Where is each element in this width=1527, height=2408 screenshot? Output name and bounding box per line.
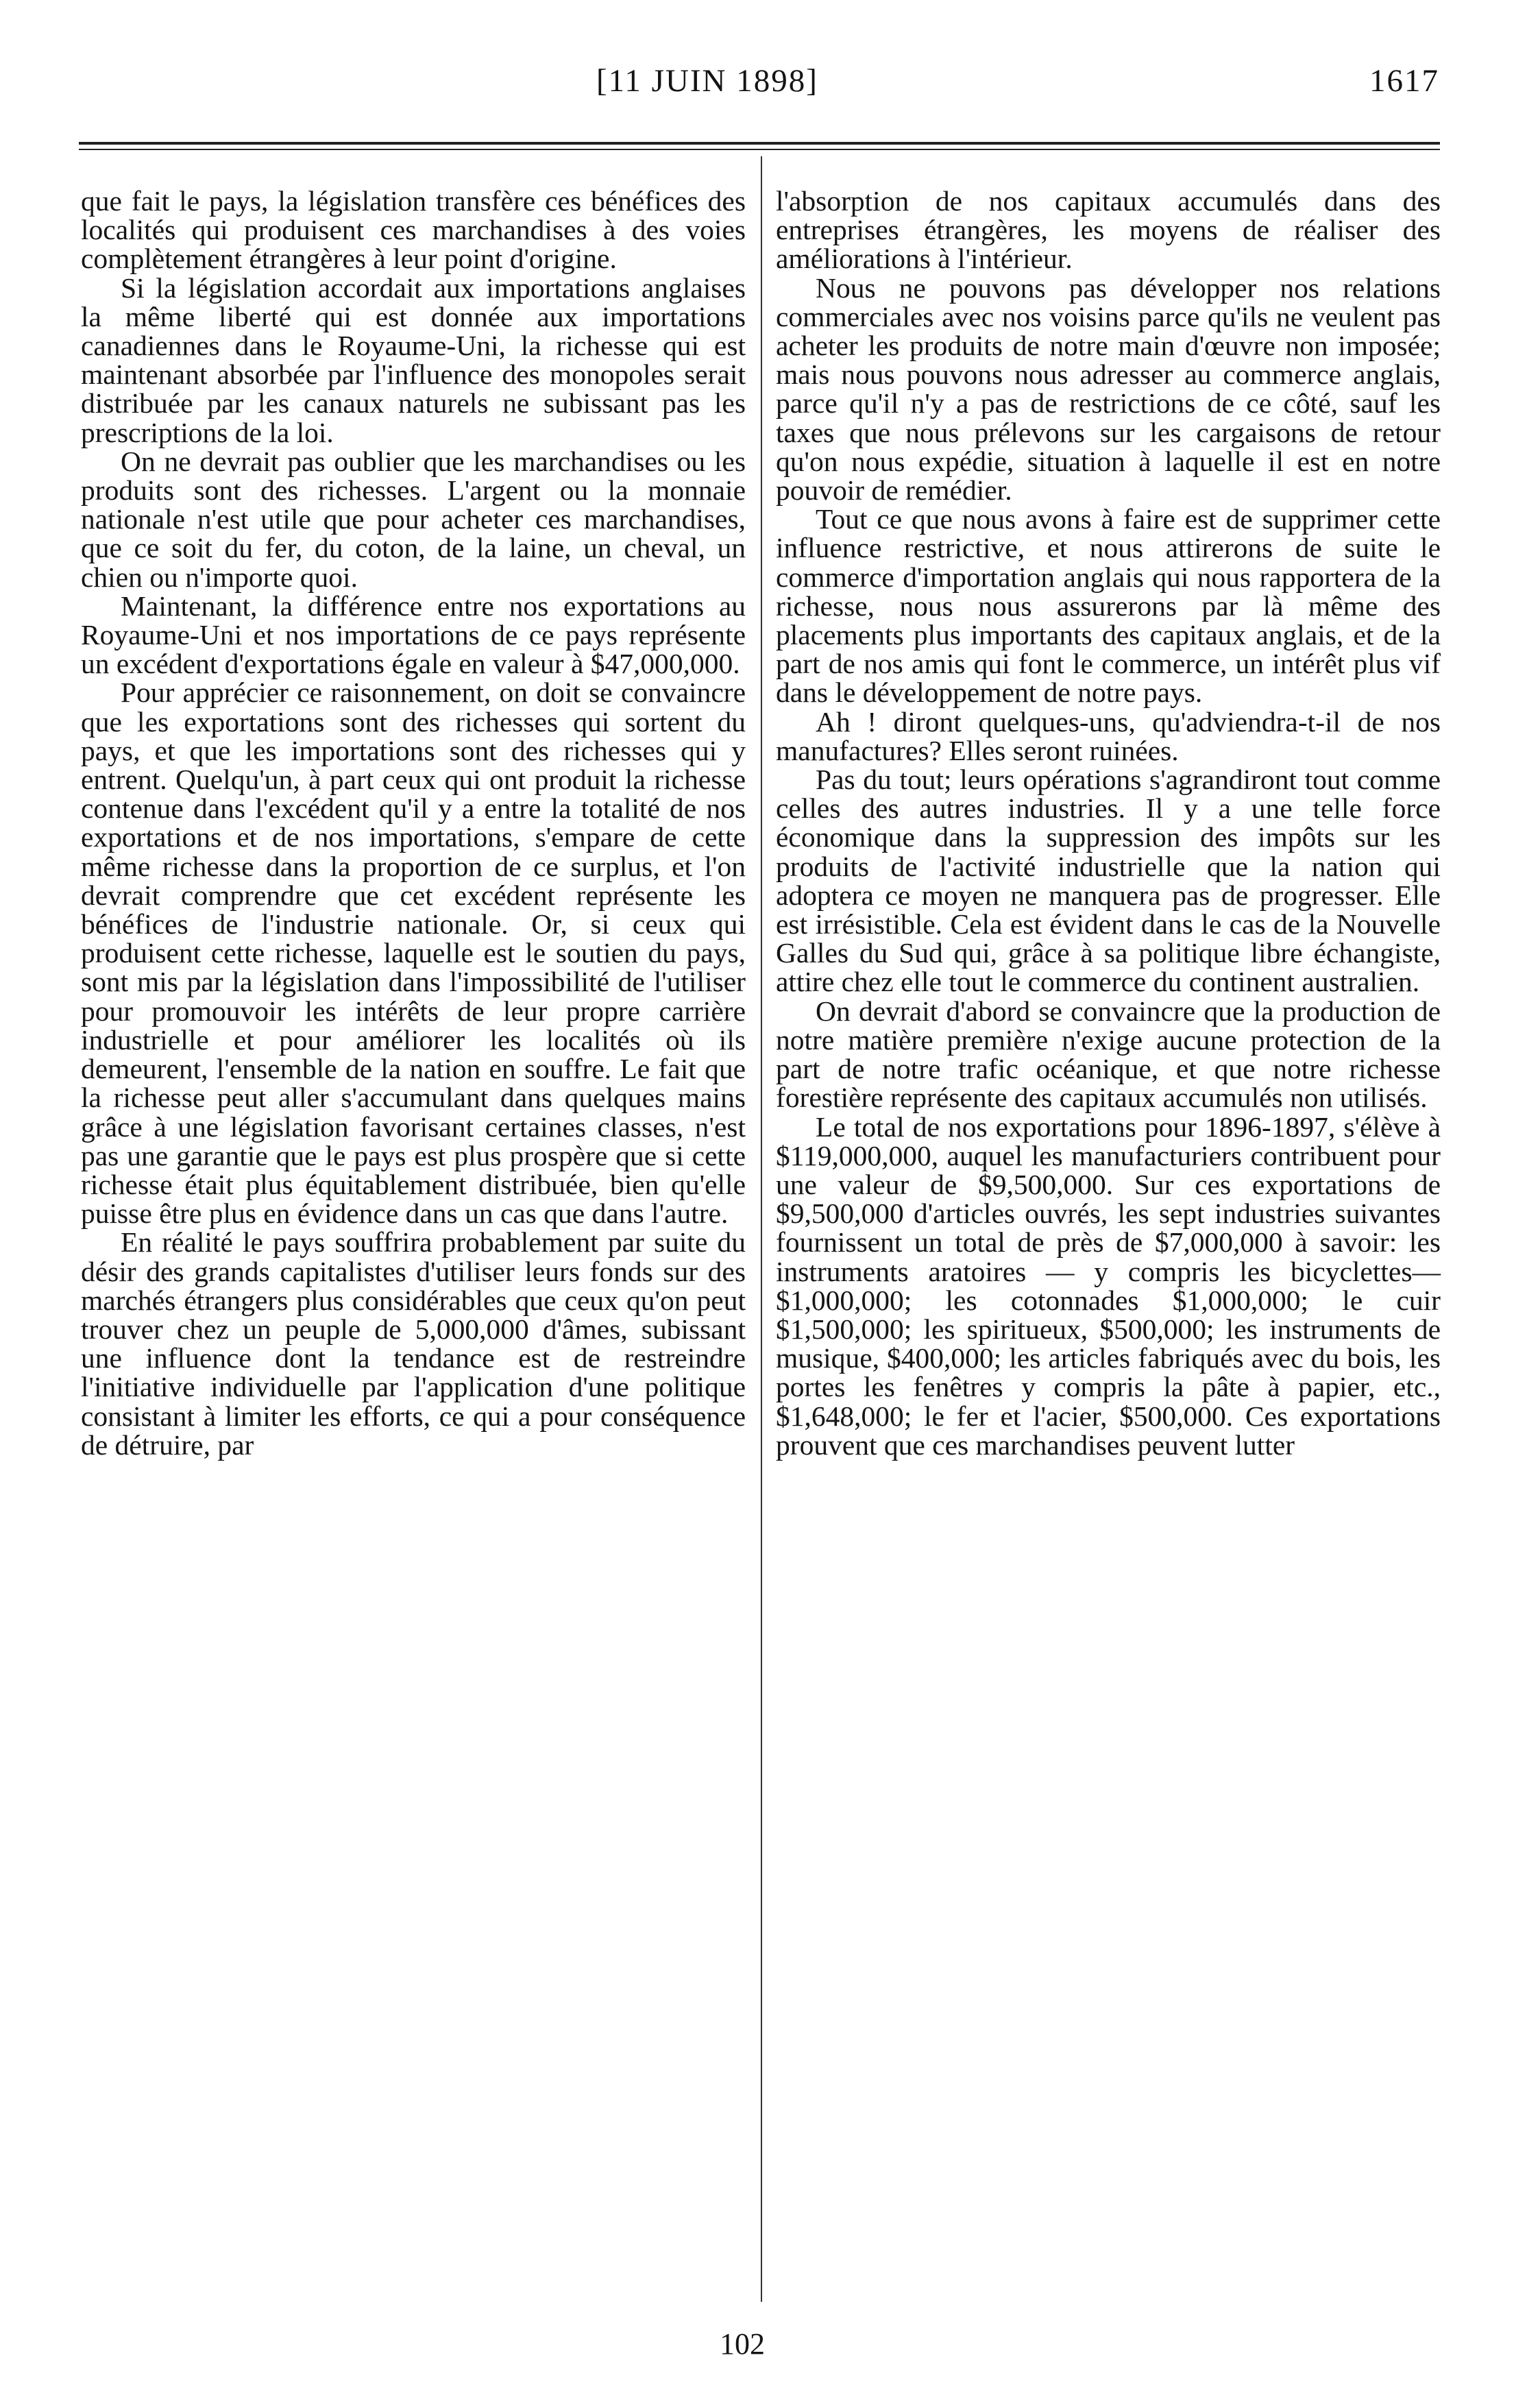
paragraph: On devrait d'abord se convaincre que la production de notre matière première n'exige aucune protection de la part de notre trafic océanique, et que notre richesse forestière représente des capitaux accumulés non utilisés. [776, 995, 1441, 1114]
paragraph: Pas du tout; leurs opérations s'agrandiront tout comme celles des autres industries. Il y a une telle force économique dans la suppression des impôts sur les produits de l'activité industrielle que la nation qui adoptera ce moyen ne manquera pas de progresser. Elle est irrésistible. Cela est évident dans le cas de la Nouvelle Galles du Sud qui, grâce à sa politique libre échangiste, attire chez elle tout le commerce du continent australien. [776, 764, 1441, 998]
header-date: [11 JUIN 1898] [596, 63, 818, 99]
right-column [776, 186, 1441, 1459]
left-column [81, 186, 746, 1459]
folio-number: 102 [720, 2327, 765, 2361]
paragraph: Pour apprécier ce raisonnement, on doit se convaincre que les exportations sont des richesses qui sortent du pays, et que les importations sont des richesses qui y entrent. Quelqu'un, à part ceux qui ont produit la richesse contenue dans l'excédent qu'il y a entre la totalité de nos exportations et de nos importations, s'empare de cette même richesse dans la proportion de ce surplus, et l'on devrait comprendre que cet excédent représente les bénéfices de l'industrie nationale. Or, si ceux qui produisent cette richesse, laquelle est le soutien du pays, sont mis par la législation dans l'impossibilité de l'utiliser pour promouvoir les intérêts de leur propre carrière industrielle et pour améliorer les localités où ils demeurent, l'ensemble de la nation en souffre. Le fait que la richesse peut aller s'accumulant dans quelques mains grâce à une législation favorisant certaines classes, n'est pas une garantie que le pays est plus prospère que si cette richesse était plus équitablement distribuée, bien qu'elle puisse être plus en évidence dans un cas que dans l'autre. [81, 677, 746, 1230]
page-header [0, 53, 1527, 108]
paragraph: que fait le pays, la législation transfère ces bénéfices des localités qui produisent ces marchandises à des voies complètement étrangères à leur point d'origine. [81, 185, 746, 275]
paragraph: Nous ne pouvons pas développer nos relations commerciales avec nos voisins parce qu'ils ne veulent pas acheter les produits de notre main d'œuvre non imposée; mais nous pouvons nous adresser au commerce anglais, parce qu'il n'y a pas de restrictions de ce côté, sauf les taxes que nous prélevons sur les cargaisons de retour qu'on nous expédie, situation à laquelle il est en notre pouvoir de remédier. [776, 271, 1441, 507]
paragraph: Si la législation accordait aux importations anglaises la même liberté qui est donnée aux importations canadiennes dans le Royaume-Uni, la richesse qui est maintenant absorbée par l'influence des monopoles serait distribuée par les canaux naturels ne subissant pas les prescriptions de la loi. [81, 271, 746, 448]
paragraph: Ah ! diront quelques-uns, qu'adviendra-t-il de nos manufactures? Elles seront ruinées. [776, 705, 1441, 766]
page-number: 1617 [1369, 63, 1439, 99]
header-rule-thick [79, 142, 1440, 145]
paragraph: Le total de nos exportations pour 1896-1897, s'élève à $119,000,000, auquel les manufacturiers contribuent pour une valeur de $9,500,000. Sur ces exportations de $9,500,000 d'articles ouvrés, les sept industries suivantes fournissent un total de près de $7,000,000 à savoir: les instruments aratoires — y compris les bicyclettes—$1,000,000; les cotonnades $1,000,000; le cuir $1,500,000; les spiritueux, $500,000; les instruments de musique, $400,000; les articles fabriqués avec du bois, les portes les fenêtres y compris la pâte à papier, etc., $1,648,000; le fer et l'acier, $500,000. Ces exportations prouvent que ces marchandises peuvent lutter [776, 1110, 1441, 1461]
paragraph: Tout ce que nous avons à faire est de supprimer cette influence restrictive, et nous attirerons de suite le commerce d'importation anglais qui nous rapportera de la richesse, nous nous assurerons par là même des placements plus importants des capitaux anglais, et de la part de nos amis qui font le commerce, un intérêt plus vif dans le développement de notre pays. [776, 503, 1441, 709]
paragraph: l'absorption de nos capitaux accumulés dans des entreprises étrangères, les moyens de réaliser des améliorations à l'intérieur. [776, 185, 1441, 275]
header-rule-thin [79, 149, 1440, 150]
paragraph: On ne devrait pas oublier que les marchandises ou les produits sont des richesses. L'argent ou la monnaie nationale n'est utile que pour acheter ces marchandises, que ce soit du fer, du coton, de la laine, un cheval, un chien ou n'importe quoi. [81, 445, 746, 593]
paragraph: Maintenant, la différence entre nos exportations au Royaume-Uni et nos importations de ce pays représente un excédent d'exportations égale en valeur à $47,000,000. [81, 589, 746, 680]
paragraph: En réalité le pays souffrira probablement par suite du désir des grands capitalistes d'utiliser leurs fonds sur des marchés étrangers plus considérables que ceux qu'on peut trouver chez un peuple de 5,000,000 d'âmes, subissant une influence dont la tendance est de restreindre l'initiative individuelle par l'application d'une politique consistant à limiter les efforts, ce qui a pour conséquence de détruire, par [81, 1226, 746, 1461]
column-divider [761, 156, 762, 2302]
